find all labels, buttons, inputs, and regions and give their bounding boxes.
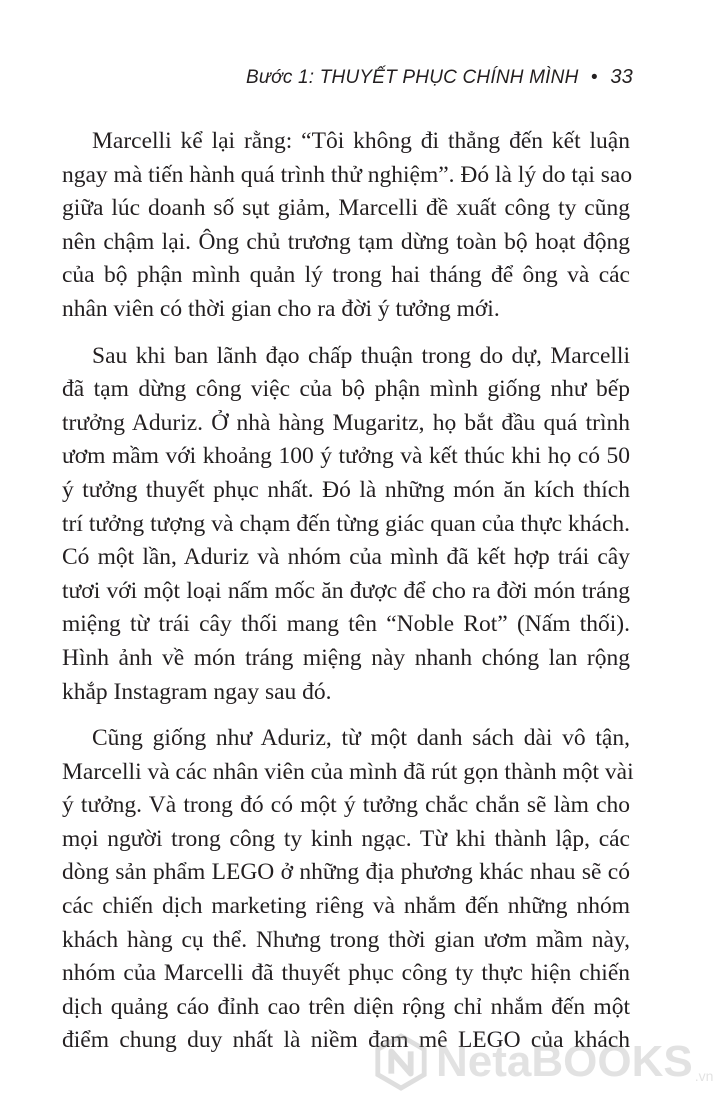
text-line: Có một lần, Aduriz và nhóm của mình đã kết hợp trái cây — [62, 544, 630, 571]
running-head-separator: • — [591, 67, 598, 88]
text-line: ý tưởng. Và trong đó có một ý tưởng chắc chắn sẽ làm cho — [62, 792, 630, 819]
text-line: trí tưởng tượng và chạm đến từng giác quan của thực khách. — [62, 510, 630, 537]
text-line: khách hàng cụ thể. Nhưng trong thời gian ươm mầm này, — [62, 926, 630, 953]
paragraph — [62, 340, 630, 710]
text-line: khắp Instagram ngay sau đó. — [62, 678, 332, 705]
body-text — [62, 125, 634, 1071]
paragraph — [62, 722, 634, 1058]
running-head-section: Bước 1: THUYẾT PHỤC CHÍNH MÌNH — [246, 67, 579, 88]
text-line: trưởng Aduriz. Ở nhà hàng Mugaritz, họ bắt đầu quá trình — [62, 409, 630, 436]
text-line: giữa lúc doanh số sụt giảm, Marcelli đề xuất công ty cũng — [62, 195, 630, 222]
text-line: của bộ phận mình quản lý trong hai tháng để ông và các — [62, 262, 630, 289]
text-line: Marcelli và các nhân viên của mình đã rút gọn thành một vài — [62, 758, 634, 785]
text-line: Sau khi ban lãnh đạo chấp thuận trong do dự, Marcelli — [92, 342, 630, 369]
text-line: các chiến dịch marketing riêng và nhắm đến những nhóm — [62, 893, 630, 920]
text-line: dòng sản phẩm LEGO ở những địa phương khác nhau sẽ có — [62, 859, 630, 886]
text-line: nên chậm lại. Ông chủ trương tạm dừng toàn bộ hoạt động — [62, 228, 630, 255]
text-line: ươm mầm với khoảng 100 ý tưởng và kết thúc khi họ có 50 — [62, 443, 630, 470]
text-line: nhóm của Marcelli đã thuyết phục công ty thực hiện chiến — [62, 960, 630, 987]
n-logo-icon — [372, 1033, 430, 1091]
text-line: dịch quảng cáo đỉnh cao trên diện rộng chỉ nhắm đến một — [62, 993, 630, 1020]
text-line: ý tưởng thuyết phục nhất. Đó là những món ăn kích thích — [62, 476, 630, 503]
page-number: 33 — [610, 66, 633, 88]
text-line: Cũng giống như Aduriz, từ một danh sách dài vô tận, — [92, 725, 630, 752]
running-head — [246, 66, 633, 89]
text-line: mọi người trong công ty kinh ngạc. Từ khi thành lập, các — [62, 825, 630, 852]
text-line: nhân viên có thời gian cho ra đời ý tưởng mới. — [62, 295, 500, 322]
paragraph — [62, 125, 633, 327]
watermark — [372, 1022, 713, 1102]
watermark-text: NetaBOOKS — [436, 1037, 693, 1086]
text-line: điểm chung duy nhất là niềm đam mê LEGO của khách — [62, 1027, 630, 1054]
text-line: Marcelli kể lại rằng: “Tôi không đi thẳng đến kết luận — [92, 128, 630, 154]
text-line: miệng từ trái cây thối mang tên “Noble Rot” (Nấm thối). — [62, 611, 630, 638]
watermark-suffix: .vn — [694, 1068, 713, 1084]
text-line: ngay mà tiến hành quá trình thử nghiệm”. Đó là lý do tại sao — [62, 161, 633, 188]
text-line: tươi với một loại nấm mốc ăn được để cho ra đời món tráng — [62, 577, 630, 604]
text-line: Hình ảnh về món tráng miệng này nhanh chóng lan rộng — [62, 644, 630, 671]
text-line: đã tạm dừng công việc của bộ phận mình giống như bếp — [62, 376, 630, 403]
